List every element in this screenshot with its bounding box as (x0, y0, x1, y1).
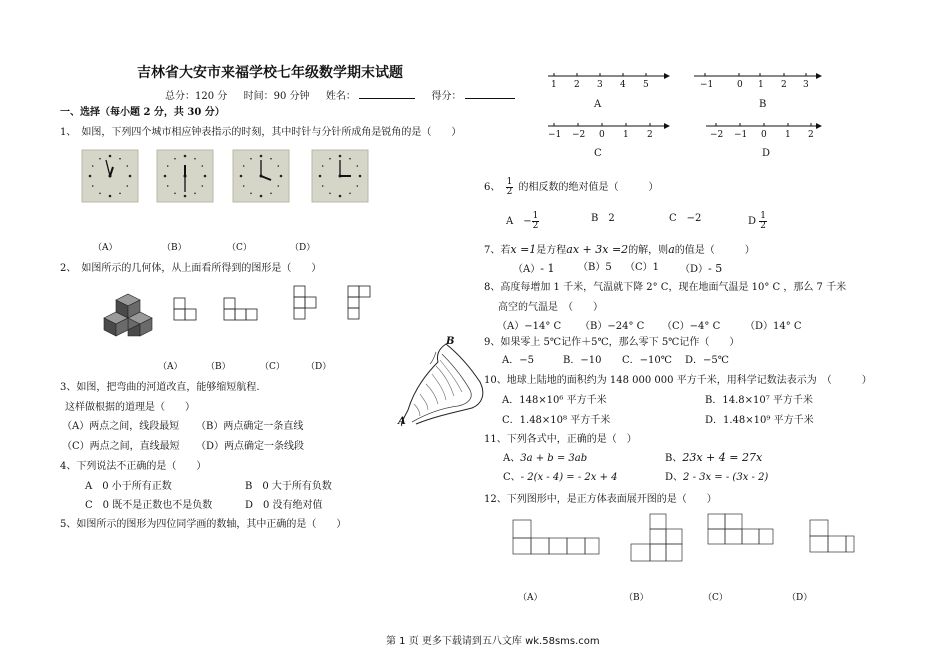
nl-c-tick: −2 (572, 130, 586, 140)
nl-d-tick: 1 (785, 130, 791, 140)
cube-net-c-icon (708, 514, 773, 544)
q4-option-d: D 0 没有绝对值 (245, 500, 323, 511)
q7-prefix: 7、若 (484, 245, 511, 256)
clock-tick (174, 193, 176, 195)
q11-option-a-expr: 3a + b = 3ab (520, 453, 588, 464)
nl-c-tick: 0 (599, 130, 605, 140)
top-view-option-a-icon (174, 298, 196, 320)
nl-d-tick: 0 (761, 130, 767, 140)
clock-tick (119, 193, 121, 195)
q4-option-b: B 0 大于所有负数 (245, 481, 332, 492)
score-blank[interactable] (465, 88, 515, 99)
q7-option-d-label: （D） (680, 264, 709, 275)
q7-condition: x =1 (510, 243, 537, 256)
info-name-label: 姓名： (325, 91, 356, 102)
q12-label-d: （D） (787, 593, 813, 603)
clock-tick (184, 155, 187, 158)
q11-text: 11、下列各式中，正确的是（ ） (484, 434, 637, 445)
nl-a-tick: 1 (551, 80, 557, 90)
nl-a-tick: 2 (574, 80, 580, 90)
clock-hub (260, 175, 263, 178)
nl-b-label: B (759, 99, 767, 110)
nl-d-tick: −2 (710, 130, 724, 140)
page-footer: 第 1 页 更多下载请到五八文库 wk.58sms.com (386, 636, 600, 647)
q3-text: 3、如图，把弯曲的河道改直，能够缩短航程. (60, 382, 260, 393)
q6-option-a (506, 212, 539, 231)
clock-tick (329, 193, 331, 195)
clock-tick (322, 165, 324, 167)
q1-clocks (78, 148, 378, 204)
q9-option-a: A．−5 (502, 355, 534, 366)
clock-tick (99, 158, 101, 160)
clock-tick (109, 155, 112, 158)
q6-option-d-frac (759, 212, 767, 231)
clock-tick (278, 165, 280, 167)
point-b-label: B (446, 336, 455, 347)
q4-option-c: C 0 既不是正数也不是负数 (85, 500, 213, 511)
q7-mid2: 的解，则 (628, 245, 669, 256)
name-blank[interactable] (359, 88, 415, 99)
q3-sub: 这样做根据的道理是（ ） (65, 402, 195, 413)
info-score-label: 得分： (431, 91, 462, 102)
clock-tick (270, 158, 272, 160)
clock-tick (194, 193, 196, 195)
q6-option-a-frac (532, 212, 540, 231)
q2-label-d: （D） (306, 362, 332, 372)
q11-option-b-label: B、 (665, 453, 683, 464)
clock-tick (322, 185, 324, 187)
q6-frac-den: 2 (506, 187, 513, 197)
q8-option-a: （A）−14° C (497, 321, 562, 332)
q7-option-a-value: - 1 (540, 262, 555, 275)
nl-c-tick: −1 (548, 130, 562, 140)
q3-option-b: （B）两点确定一条直线 (196, 421, 304, 432)
clock-tick (349, 193, 351, 195)
nl-a-tick: 3 (597, 80, 603, 90)
q2-label-b: （B） (206, 362, 231, 372)
clock-tick (260, 155, 263, 158)
q1-label-d: （D） (290, 243, 316, 253)
q5-text: 5、如图所示的图形为四位同学画的数轴，其中正确的是（ ） (60, 519, 347, 530)
clock-tick (270, 193, 272, 195)
cube-net-a-icon (513, 520, 599, 554)
q3-option-d: （D）两点确定一条线段 (196, 441, 305, 452)
clock-tick (329, 158, 331, 160)
q10-option-c: C．1.48×10⁸ 平方千米 (502, 415, 611, 426)
clock-tick (184, 195, 187, 198)
section-heading: 一、选择（每小题 2 分，共 30 分） (60, 107, 225, 118)
clock-tick (109, 195, 112, 198)
clock-tick (194, 158, 196, 160)
top-view-option-b-icon (224, 298, 257, 320)
info-total: 总分：120 分 (165, 91, 228, 102)
q7-mid: 是方程 (536, 245, 567, 256)
q7-variable: a (668, 243, 675, 256)
clock-tick (202, 165, 204, 167)
q1-label-c: （C） (227, 243, 252, 253)
q12-label-a: （A） (518, 593, 543, 603)
header-info (165, 88, 515, 102)
q1-text: 1、 如图，下列四个城市相应钟表指示的时刻，其中时针与分针所成角是锐角的是（ ） (60, 127, 462, 138)
clock-tick (99, 193, 101, 195)
q10-option-a: A．148×10⁶ 平方千米 (502, 395, 607, 406)
clock-tick (339, 195, 342, 198)
q4-text: 4、下列说法不正确的是（ ） (60, 461, 207, 472)
q11-option-a (503, 454, 587, 464)
nl-b-tick: 2 (781, 80, 787, 90)
number-line-c (548, 123, 670, 129)
q11-option-c (503, 473, 618, 483)
q2-label-a: （A） (158, 362, 183, 372)
nl-c-tick: 1 (623, 130, 629, 140)
q6-option-a-label: A − (506, 216, 532, 227)
q6-text (484, 178, 658, 197)
nl-d-tick: 2 (808, 130, 814, 140)
clock-tick (167, 165, 169, 167)
clock-tick (250, 193, 252, 195)
clock-tick (127, 165, 129, 167)
clock-tick (339, 155, 342, 158)
frac-num: 1 (532, 211, 539, 221)
number-line-d (706, 123, 822, 129)
q8-option-d: （D）14° C (745, 321, 802, 332)
q11-option-d (665, 473, 768, 483)
q11-option-a-label: A、 (503, 453, 521, 464)
q9-text: 9、如果零上 5℃记作＋5℃，那么零下 5℃记作（ ） (484, 337, 740, 348)
clock-tick (92, 165, 94, 167)
clock-tick (174, 158, 176, 160)
clock-tick (278, 185, 280, 187)
q6-suffix: 的相反数的绝对值是（ ） (518, 182, 659, 193)
q7-option-d-value: - 5 (708, 262, 723, 275)
clock-tick (164, 175, 167, 178)
q7-option-d (680, 263, 722, 275)
q7-option-c: （C）1 (625, 262, 660, 273)
nl-b-tick: 3 (803, 80, 809, 90)
nl-d-tick: −1 (734, 130, 748, 140)
q7-suffix: 的值是（ ） (674, 245, 755, 256)
nl-a-tick: 4 (620, 80, 626, 90)
nl-a-label: A (594, 99, 602, 110)
top-view-option-d-icon (348, 286, 370, 319)
q8-option-c: （C）−4° C (662, 321, 721, 332)
q7-option-b: （B）5 (578, 262, 612, 273)
number-line-b (694, 73, 822, 79)
q11-option-c-label: C、 (503, 472, 521, 483)
nl-d-label: D (762, 148, 771, 159)
clock-tick (349, 158, 351, 160)
clock-tick (243, 185, 245, 187)
clock-hub (339, 175, 342, 178)
number-line-a (548, 73, 670, 79)
q12-text: 12、下列图形中，是正方体表面展开图的是（ ） (484, 494, 717, 505)
clock-tick (357, 185, 359, 187)
clock-tick (127, 185, 129, 187)
clock-tick (240, 175, 243, 178)
clock-tick (92, 185, 94, 187)
q7-equation: ax + 3x =2 (566, 243, 629, 256)
q6-option-d-label: D (748, 216, 757, 227)
q3-option-a: （A）两点之间，线段最短 (62, 421, 180, 432)
q1-label-a: （A） (93, 243, 118, 253)
q9-option-c: C．−10℃ (622, 355, 672, 366)
q7-option-a-label: （A） (513, 264, 541, 275)
page-title: 吉林省大安市来福学校七年级数学期末试题 (137, 65, 403, 81)
clock-tick (260, 195, 263, 198)
cube-net-d-icon (810, 520, 854, 552)
clock-hub (109, 175, 112, 178)
q11-option-b-expr: 23x + 4 = 27x (682, 451, 763, 464)
nl-b-tick: 0 (737, 80, 743, 90)
clock-tick (204, 175, 207, 178)
cube-net-b-icon (631, 514, 682, 561)
frac-num: 1 (760, 211, 766, 221)
q10-option-d: D．1.48×10⁹ 平方千米 (705, 415, 814, 426)
q8-text: 8、高度每增加 1 千米，气温就下降 2° C，现在地面气温是 10° C ，那么 7 千米 (484, 282, 847, 293)
frac-den: 2 (532, 221, 539, 231)
q10-text: 10、地球上陆地的面积约为 148 000 000 平方千米，用科学记数法表示为 （ ） (484, 375, 872, 386)
q11-option-c-expr: - 2(x - 4) = - 2x + 4 (520, 472, 618, 483)
q1-label-b: （B） (162, 243, 187, 253)
q12-label-c: （C） (703, 593, 728, 603)
q4-option-a: A 0 小于所有正数 (85, 481, 172, 492)
q11-option-d-label: D、 (665, 472, 684, 483)
clock-tick (243, 165, 245, 167)
q7-option-a (513, 263, 554, 275)
q2-figures (100, 282, 390, 338)
clock-tick (250, 158, 252, 160)
clock-tick (202, 185, 204, 187)
q8-option-b: （B）−24° C (580, 321, 645, 332)
q2-text: 2、 如图所示的几何体，从上面看所得到的图形是（ ） (60, 263, 322, 274)
nl-b-tick: −1 (700, 80, 714, 90)
clock-tick (319, 175, 322, 178)
q12-nets (505, 508, 855, 572)
frac-den: 2 (760, 221, 766, 231)
clock-tick (119, 158, 121, 160)
q12-label-b: （B） (624, 593, 649, 603)
nl-b-tick: 1 (758, 80, 764, 90)
clock-tick (359, 175, 362, 178)
nl-c-label: C (594, 148, 602, 159)
q9-option-d: D．−5℃ (685, 355, 729, 366)
clock-tick (280, 175, 283, 178)
q11-option-b (665, 452, 762, 464)
q6-frac-num: 1 (506, 177, 513, 187)
q11-option-d-expr: 2 - 3x = - (3x - 2) (683, 472, 769, 483)
river-figure (396, 334, 492, 434)
clock-hub (184, 175, 187, 178)
nl-c-tick: 2 (647, 130, 653, 140)
q6-prefix: 6、 (484, 182, 501, 193)
q6-option-b: B 2 (591, 213, 615, 224)
q6-option-c: C −2 (669, 213, 702, 224)
q2-label-c: （C） (260, 362, 285, 372)
info-time: 时间：90 分钟 (243, 91, 310, 102)
q8-text2: 高空的气温是 （ ） (498, 302, 603, 313)
point-a-label: A (398, 416, 406, 427)
clock-tick (167, 185, 169, 187)
q6-option-d (748, 212, 767, 231)
q7-text (484, 244, 755, 256)
q9-option-b: B．−10 (563, 355, 602, 366)
clock-tick (357, 165, 359, 167)
top-view-option-c-icon (294, 286, 316, 319)
q3-option-c: （C）两点之间，直线最短 (62, 441, 180, 452)
q10-option-b: B．14.8×10⁷ 平方千米 (705, 395, 813, 406)
q6-fraction (506, 178, 514, 197)
cube-solid-icon (104, 294, 152, 336)
nl-a-tick: 5 (643, 80, 649, 90)
clock-tick (129, 175, 132, 178)
clock-tick (89, 175, 92, 178)
